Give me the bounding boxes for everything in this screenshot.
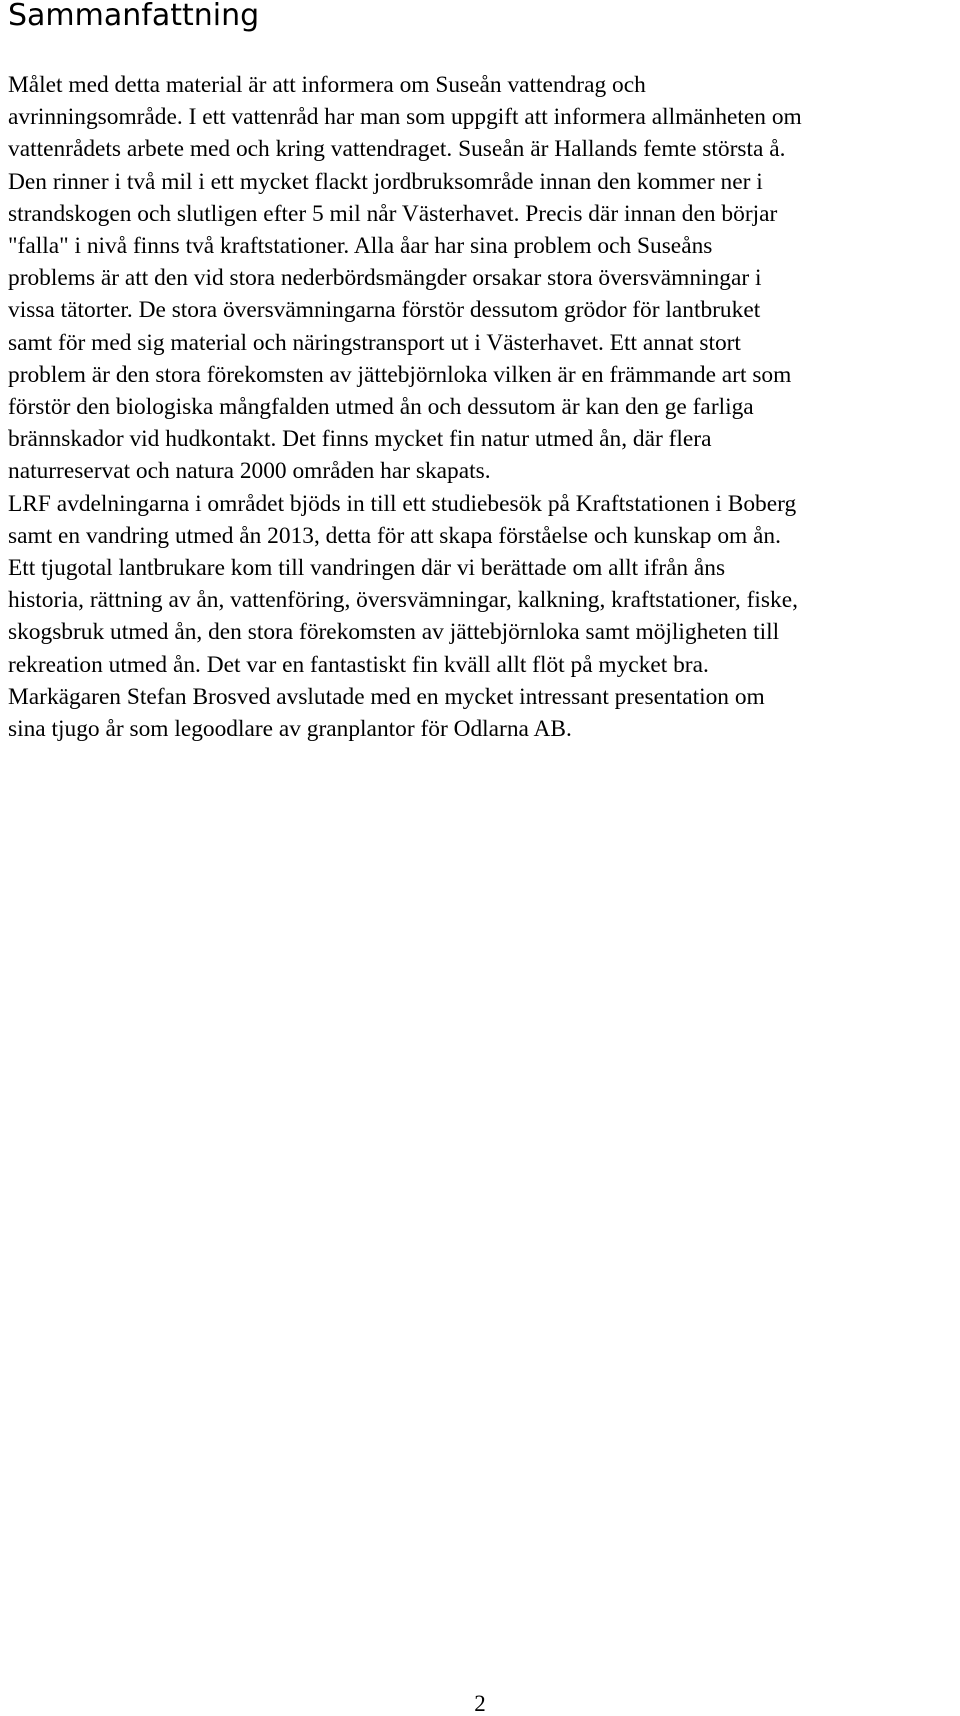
- text-line: historia, rättning av ån, vattenföring, översvämningar, kalkning, kraftstationer, fiske,: [8, 587, 798, 614]
- text-line: sina tjugo år som legoodlare av granplantor för Odlarna AB.: [8, 716, 572, 743]
- summary-body: [8, 69, 953, 745]
- text-line: skogsbruk utmed ån, den stora förekomsten av jättebjörnloka samt möjligheten till: [8, 619, 780, 646]
- text-line: samt för med sig material och näringstransport ut i Västerhavet. Ett annat stort: [8, 329, 741, 356]
- text-line: brännskador vid hudkontakt. Det finns mycket fin natur utmed ån, där flera: [8, 426, 712, 453]
- text-line: Den rinner i två mil i ett mycket flackt jordbruksområde innan den kommer ner i: [8, 168, 763, 195]
- text-line: strandskogen och slutligen efter 5 mil når Västerhavet. Precis där innan den börjar: [8, 200, 778, 227]
- text-line: Markägaren Stefan Brosved avslutade med en mycket intressant presentation om: [8, 683, 765, 710]
- text-line: problem är den stora förekomsten av jättebjörnloka vilken är en främmande art som: [8, 361, 792, 388]
- text-line: "falla" i nivå finns två kraftstationer. Alla åar har sina problem och Suseåns: [8, 233, 713, 260]
- text-line: LRF avdelningarna i området bjöds in till ett studiebesök på Kraftstationen i Boberg: [8, 490, 797, 517]
- text-line: rekreation utmed ån. Det var en fantastiskt fin kväll allt flöt på mycket bra.: [8, 651, 709, 678]
- text-line: avrinningsområde. I ett vattenråd har man som uppgift att informera allmänheten om: [8, 104, 802, 131]
- page-number: 2: [474, 1691, 486, 1716]
- text-line: Målet med detta material är att informera om Suseån vattendrag och: [8, 72, 646, 98]
- page-heading: Sammanfattning: [8, 0, 260, 33]
- text-line: samt en vandring utmed ån 2013, detta för att skapa förståelse och kunskap om ån.: [8, 522, 781, 549]
- text-line: naturreservat och natura 2000 områden har skapats.: [8, 458, 491, 485]
- text-line: förstör den biologiska mångfalden utmed ån och dessutom är kan den ge farliga: [8, 394, 754, 421]
- text-line: vattenrådets arbete med och kring vattendraget. Suseån är Hallands femte största å.: [8, 136, 786, 163]
- text-line: problems är att den vid stora nederbördsmängder orsakar stora översvämningar i: [8, 265, 762, 292]
- text-line: vissa tätorter. De stora översvämningarna förstör dessutom grödor för lantbruket: [8, 297, 761, 324]
- text-line: Ett tjugotal lantbrukare kom till vandringen där vi berättade om allt ifrån åns: [8, 555, 726, 582]
